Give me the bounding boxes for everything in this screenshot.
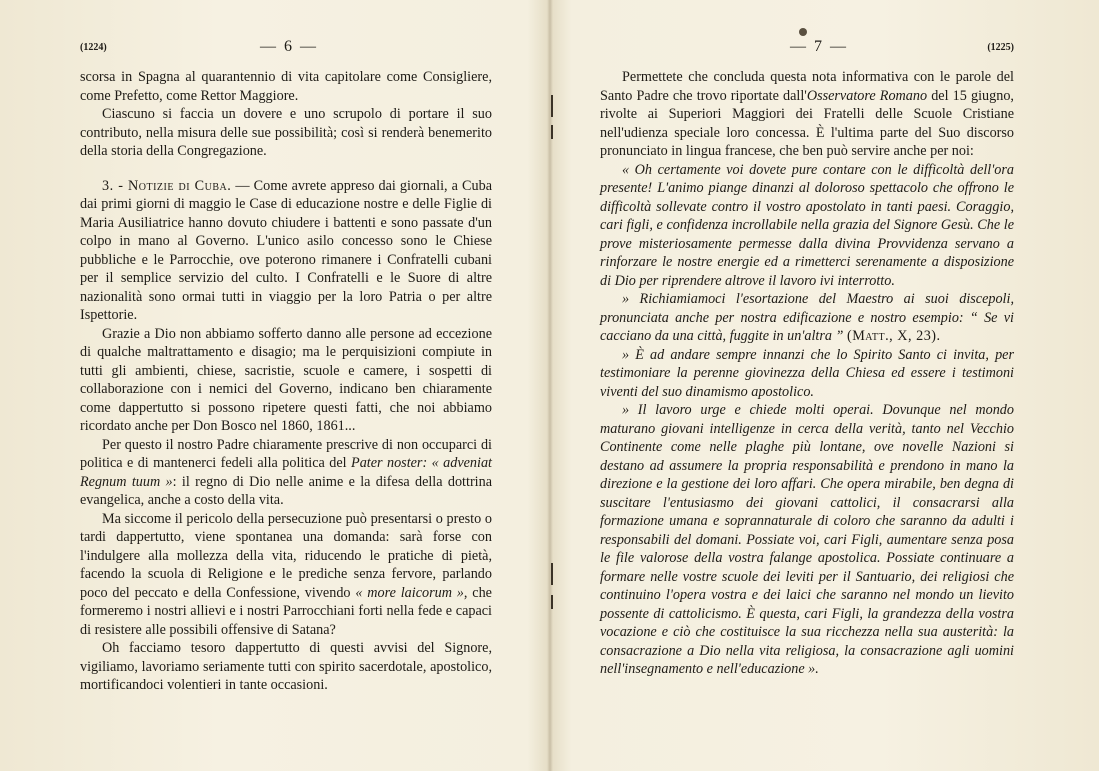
left-page-body xyxy=(80,68,492,695)
left-paragraph-6-b: , che formeremo i nostri allievi e i nostri Parrocchiani forti nella fede e capaci di resistere alle possibili offensive di Satana? xyxy=(80,584,492,638)
left-paragraph-6 xyxy=(80,510,492,640)
left-page xyxy=(80,38,492,738)
section-heading-cuba: 3. - Notizie di Cuba. xyxy=(102,177,232,194)
right-page-folio: — 7 — xyxy=(790,38,848,55)
osservatore-romano-title: Osservatore Romano xyxy=(806,87,928,104)
left-page-number: (1224) xyxy=(80,42,107,53)
left-paragraph-3 xyxy=(80,177,492,325)
papal-quote-4: » Il lavoro urge e chiede molti operai. Dovunque nel mondo maturano giovani intelligenze in cerca della verità, tanto nel Vecchio Continente come nelle plaghe più lontane, ove novelle Nazioni si destano ad assumere la propria responsabilità e prendono in mano la direzione e la gestione dei loro affari. Che opera mirabile, ben degna di suscitare l'entusiasmo dei giovani cattolici, il consacrarsi alla formazione umana e soprannaturale di coloro che saranno da adulti i responsabili del domani. Possiate voi, cari Figli, aumentare senza posa le file valorose della vostra falange apostolica. Possiate continuare a formare nelle vostre scuole dei leviti per il Santuario, dei religiosi che continuino l'opera vostra e dei laici che saranno nel mondo un lievito possente di cattolicismo. È questa, cari Figli, la grandezza della vostra vocazione e ciò che costituisce la sua ricchezza nella sua austerità: la consacrazione a Dio nella vita religiosa, la consacrazione agli uomini nell'insegnamento e nell'educazione ». xyxy=(600,402,1014,677)
binding-mark-3 xyxy=(551,563,553,585)
left-paragraph-5-a: Per questo il nostro Padre chiaramente prescrive di non occuparci di politica e di mantenerci fedeli alla politica del xyxy=(80,436,492,471)
right-page xyxy=(600,38,1014,738)
binding-dot-top xyxy=(799,28,807,36)
left-page-folio: — 6 — xyxy=(260,38,318,55)
left-paragraph-6-a: Ma siccome il pericolo della persecuzione può presentarsi o presto o tardi dappertutto, viene spontanea una domanda: sarà forse con l'indulgere alla mollezza della vita, riducendo le pratiche di pietà, facendo la scuola di Religione e le prediche senza fervore, parlando poco del peccato e della Confessione, vivendo xyxy=(80,510,492,601)
papal-quote-2 xyxy=(600,290,1014,346)
left-paragraph-4: Grazie a Dio non abbiamo sofferto danno alle persone ad eccezione di qualche maltrattamento e disagio; ma le perquisizioni compiute in tutti gli ambienti, chiese, sacristie, scuole e camere, i sospetti di collaborazione con i nemici del Governo, indicano ben chiaramente come dappertutto si possono ripetere questi fatti, che noi abbiamo ricordato anche per Don Bosco nel 1860, 1861... xyxy=(80,325,492,434)
binding-mark-2 xyxy=(551,125,553,139)
right-page-header xyxy=(600,38,1014,68)
right-paragraph-1 xyxy=(600,68,1014,161)
left-paragraph-7: Oh facciamo tesoro dappertutto di questi avvisi del Signore, vigiliamo, lavoriamo seriamente tutti con spirito sacerdotale, apostolico, mortificandoci volentieri in tante occasioni. xyxy=(80,640,492,693)
right-paragraph-1-b: del 15 giugno, rivolte ai Superiori Maggiori dei Fratelli delle Scuole Cristiane nell'udienza speciale loro concessa. È l'ultima parte del Suo discorso pronunciato in lingua francese, che ben può servire anche per noi: xyxy=(600,87,1014,159)
left-paragraph-3-text: — Come avrete appreso dai giornali, a Cuba dai primi giorni di maggio le Case di educazione nostre e delle Figlie di Maria Ausiliatrice hanno dovuto chiudere i battenti e sono passate d'un colpo in mano al Governo. L'unico asilo concesso sono le Chiese pubbliche e le Parrocchie, ove poterono rimanere i Confratelli cubani per il semplice servizio del culto. I Confratelli e le Suore di altre nazionalità sono ormai tutti in viaggio per la loro Patria o per altre Ispettorie. xyxy=(80,177,492,323)
papal-quote-1: « Oh certamente voi dovete pure contare con le difficoltà dell'ora presente! L'animo piange dinanzi al doloroso spettacolo che offrono le difficoltà sollevate contro il vostro apostolato in tanti paesi. Coraggio, cari figli, e confidenza incrollabile nella grazia del Signore Gesù. Che le prove misteriosamente permesse dalla divina Provvidenza servano a rinforzare le nostre energie ed a rimetterci serenamente a disposizione di Dio per riprendere altrove il lavoro ivi interrotto. xyxy=(600,161,1014,289)
left-paragraph-5 xyxy=(80,436,492,510)
left-paragraph-1: scorsa in Spagna al quarantennio di vita capitolare come Consigliere, come Prefetto, come Rettor Maggiore. xyxy=(80,69,492,104)
papal-quote-3: » È ad andare sempre innanzi che lo Spirito Santo ci invita, per testimoniare la perenne giovinezza della Chiesa ed essere i testimoni viventi del suo dinamismo apostolico. xyxy=(600,346,1014,400)
right-page-number: (1225) xyxy=(987,42,1014,53)
pater-noster-quote: Pater noster: « adveniat Regnum tuum » xyxy=(80,455,492,490)
more-laicorum-quote: « more laicorum » xyxy=(355,584,464,601)
binding-mark-1 xyxy=(551,95,553,117)
left-page-header xyxy=(80,38,492,68)
right-paragraph-1-a: Permettete che concluda questa nota informativa con le parole del Santo Padre che trovo riportate dall' xyxy=(600,69,1014,104)
binding-mark-4 xyxy=(551,595,553,609)
left-paragraph-2: Ciascuno si faccia un dovere e uno scrupolo di portare il suo contributo, nella misura delle sue possibilità; così si renderà benemerito della storia della Congregazione. xyxy=(80,106,492,159)
left-paragraph-5-b: : il regno di Dio nelle anime e la difesa della dottrina evangelica, anche a costo della vita. xyxy=(80,473,493,508)
gospel-reference: (Matt., X, 23). xyxy=(846,328,941,344)
papal-quote-2-a: » Richiamiamoci l'esortazione del Maestro ai suoi discepoli, pronunciata anche per nostra edificazione e nostro esempio: “ Se vi cacciano da una città, fuggite in un'altra ” xyxy=(600,291,1014,344)
right-page-body xyxy=(600,68,1014,679)
